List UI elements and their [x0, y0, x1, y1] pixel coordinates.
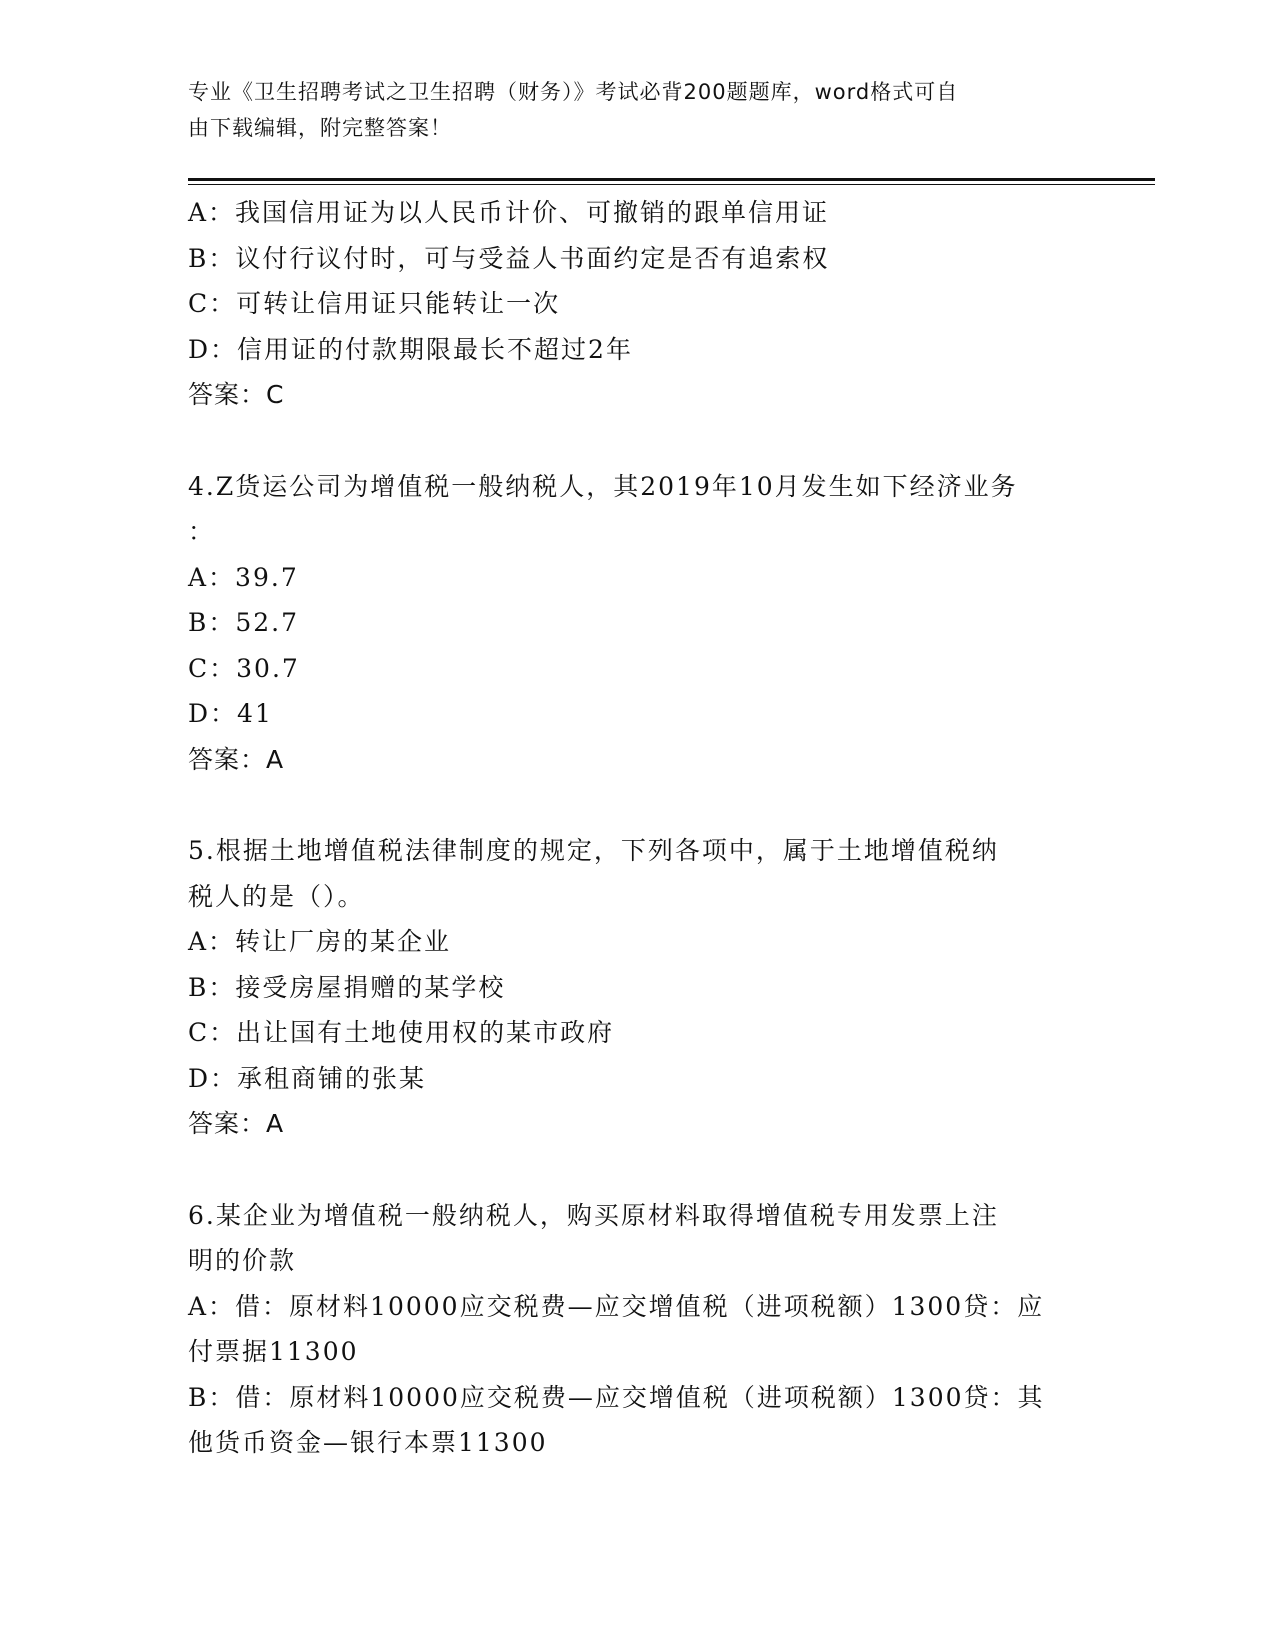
option-c: C：出让国有土地使用权的某市政府 [188, 1018, 615, 1047]
answer: 答案：A [188, 1109, 285, 1138]
question-stem-line-2: 明的价款 [188, 1246, 297, 1275]
question-stem-line-2: ： [188, 517, 216, 546]
question-5 [188, 828, 1088, 1147]
option-a: A：我国信用证为以人民币计价、可撤销的跟单信用证 [188, 198, 830, 227]
question-stem-line-1: 5.根据土地增值税法律制度的规定，下列各项中，属于土地增值税纳 [188, 836, 999, 865]
spacer [188, 1147, 1088, 1193]
header-divider-thin [188, 184, 1155, 185]
option-c: C：30.7 [188, 653, 300, 683]
document-header [188, 74, 1068, 146]
option-a-line-1: A：借：原材料10000应交税费—应交增值税（进项税额）1300贷：应 [188, 1291, 1045, 1321]
header-divider-thick [188, 178, 1155, 181]
question-4 [188, 464, 1088, 783]
question-list [188, 190, 1088, 1466]
option-a: A：39.7 [188, 562, 299, 592]
option-b: B：52.7 [188, 608, 300, 637]
answer: 答案：C [188, 380, 285, 409]
option-d: D：承租商铺的张某 [188, 1063, 427, 1093]
option-d: D：信用证的付款期限最长不超过2年 [188, 334, 633, 364]
option-d: D：41 [188, 699, 273, 728]
question-stem-line-1: 6.某企业为增值税一般纳税人，购买原材料取得增值税专用发票上注 [188, 1200, 999, 1230]
question-6 [188, 1193, 1088, 1466]
option-b-line-1: B：借：原材料10000应交税费—应交增值税（进项税额）1300贷：其 [188, 1382, 1045, 1412]
spacer [188, 418, 1088, 464]
spacer [188, 782, 1088, 828]
question-stem-line-2: 税人的是（）。 [188, 881, 365, 911]
answer: 答案：A [188, 744, 285, 774]
option-b: B：议付行议付时，可与受益人书面约定是否有追索权 [188, 243, 830, 273]
header-line-1: 专业《卫生招聘考试之卫生招聘（财务）》考试必背200题题库，word格式可自 [188, 80, 959, 104]
header-line-2: 由下载编辑，附完整答案！ [188, 116, 452, 140]
question-3 [188, 190, 1088, 418]
option-b-line-2: 他货币资金—银行本票11300 [188, 1428, 548, 1457]
option-b: B：接受房屋捐赠的某学校 [188, 972, 506, 1002]
option-c: C：可转让信用证只能转让一次 [188, 289, 561, 318]
question-stem-line-1: 4.Z货运公司为增值税一般纳税人，其2019年10月发生如下经济业务 [188, 471, 1018, 501]
option-a: A：转让厂房的某企业 [188, 927, 452, 956]
option-a-line-2: 付票据11300 [188, 1337, 359, 1366]
